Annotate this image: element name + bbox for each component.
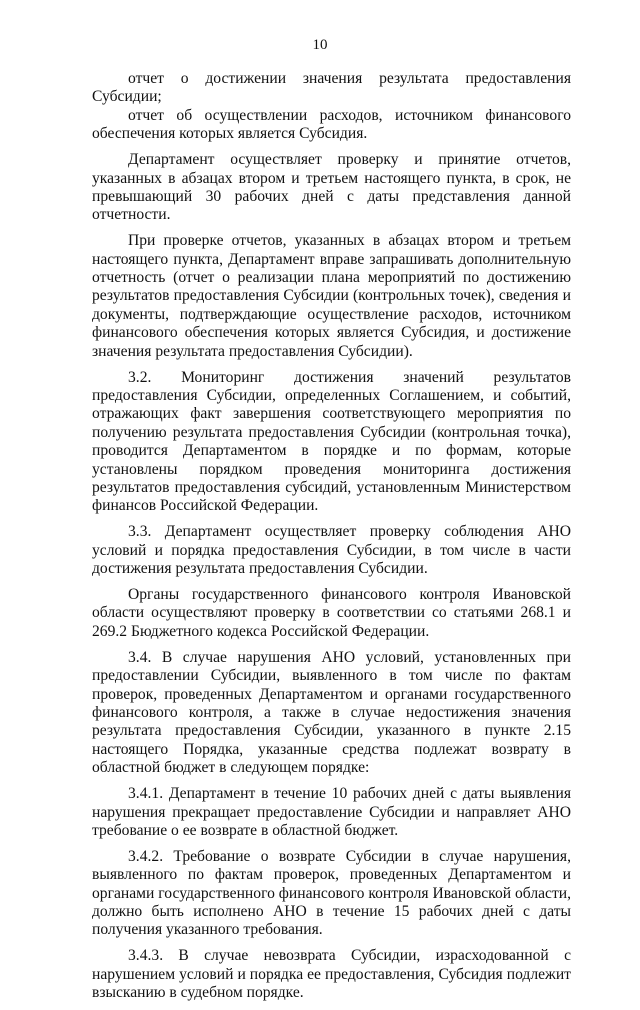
paragraph-3-4-3: 3.4.3. В случае невозврата Субсидии, израсходованной с нарушением условий и порядка ее предоставления, Субсидия подлежит взысканию в судебном порядке. [92, 947, 571, 1002]
paragraph-financial-control: Органы государственного финансового контроля Ивановской области осуществляют проверку в соответствии со статьями 268.1 и 269.2 Бюджетного кодекса Российской Федерации. [92, 586, 571, 640]
document-body [92, 70, 571, 1010]
paragraph-3-4-2: 3.4.2. Требование о возврате Субсидии в случае нарушения, выявленного по фактам проверок, проведенных Департаментом и органами государственного финансового контроля Ивановской области, должно быть исполнено АНО в течение 15 рабочих дней с даты получения указанного требования. [92, 847, 572, 939]
paragraph-3-4-1: 3.4.1. Департамент в течение 10 рабочих дней с даты выявления нарушения прекращает предоставление Субсидии и направляет АНО требование о ее возврате в областной бюджет. [92, 785, 571, 839]
paragraph-3-2-monitoring: 3.2. Мониторинг достижения значений результатов предоставления Субсидии, определенных Соглашением, и событий, отражающих факт завершения соответствующего мероприятия по получению результата предоставления Субсидии (контрольная точка), проводится Департаментом в порядке и по формам, которые установлены порядком проведения мониторинга достижения результатов предоставления субсидий, установленным Министерством финансов Российской Федерации. [92, 368, 571, 515]
page-number: 10 [312, 37, 328, 53]
paragraph-additional-reporting: При проверке отчетов, указанных в абзацах втором и третьем настоящего пункта, Департамент вправе запрашивать дополнительную отчетность (отчет о реализации плана мероприятий по достижению результатов предоставления Субсидии (контрольных точек), сведения и документы, подтверждающие осуществление расходов, источником финансового обеспечения которых является Субсидия, и достижение значения результата предоставления Субсидии). [92, 232, 571, 360]
paragraph-3-4-violations: 3.4. В случае нарушения АНО условий, установленных при предоставлении Субсидии, выявленного в том числе по фактам проверок, проведенных Департаментом и органами государственного финансового контроля, а также в случае недостижения значения результата предоставления Субсидии, указанного в пункте 2.15 настоящего Порядка, указанные средства подлежат возврату в областной бюджет в следующем порядке: [92, 648, 571, 777]
paragraph-report-check: Департамент осуществляет проверку и принятие отчетов, указанных в абзацах втором и третьем настоящего пункта, в срок, не превышающий 30 рабочих дней с даты представления данной отчетности. [92, 151, 571, 224]
paragraph-3-3-compliance-check: 3.3. Департамент осуществляет проверку соблюдения АНО условий и порядка предоставления Субсидии, в том числе в части достижения результата предоставления Субсидии. [92, 523, 571, 578]
paragraph-report-expenses: отчет об осуществлении расходов, источником финансового обеспечения которых является Субсидия. [92, 106, 571, 143]
paragraph-report-result: отчет о достижении значения результата предоставления Субсидии; [92, 70, 571, 106]
